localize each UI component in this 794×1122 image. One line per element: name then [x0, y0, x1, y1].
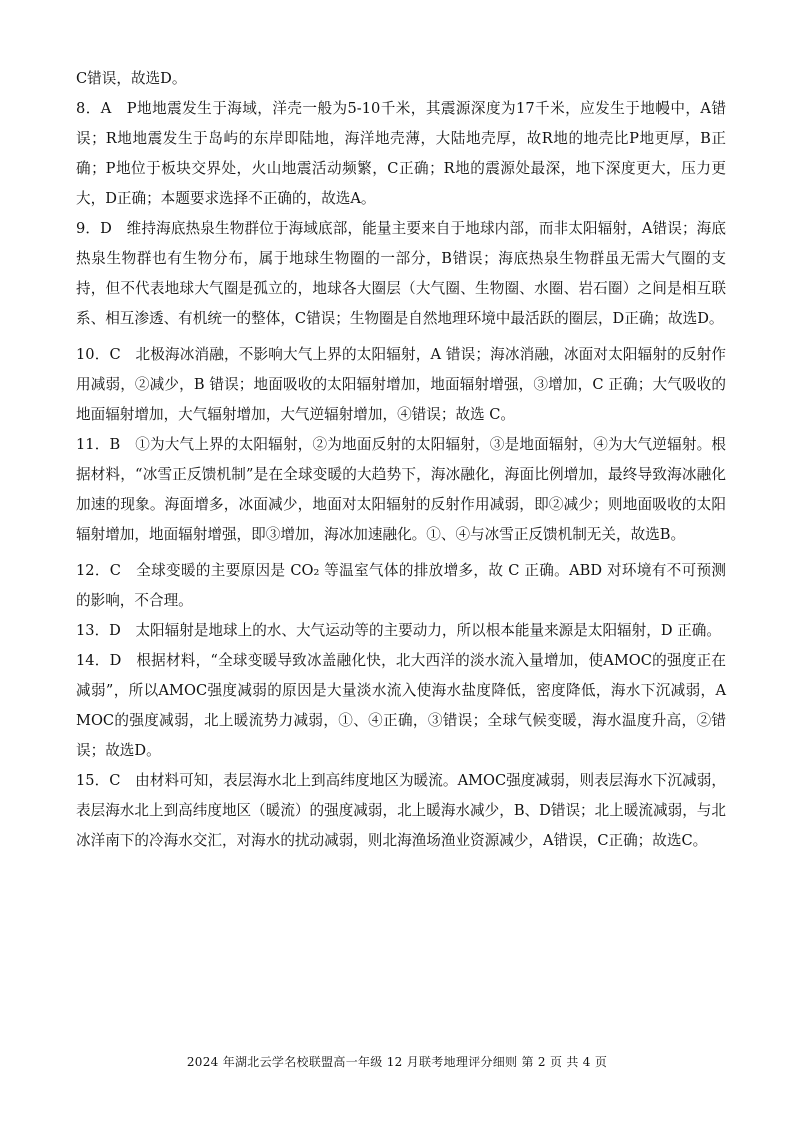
paragraph-answer-9: 9．D 维持海底热泉生物群位于海域底部，能量主要来自于地球内部，而非太阳辐射，A错误；海底热泉生物群也有生物分布，属于地球生物圈的一部分，B错误；海底热泉生物群虽无需大气圈的支持，但不代表地球大气圈是孤立的，地球各大圈层（大气圈、生物圈、水圈、岩石圈）之间是相互联系、相互渗透、有机统一的整体，C错误；生物圈是自然地理环境中最活跃的圈层，D正确；故选D。: [76, 220, 726, 327]
page-footer: 2024 年湖北云学名校联盟高一年级 12 月联考地理评分细则 第 2 页 共 4 页: [186, 1055, 608, 1069]
answer-explanations: [76, 64, 726, 856]
paragraph-answer-11: 11．B ①为大气上界的太阳辐射，②为地面反射的太阳辐射，③是地面辐射，④为大气逆辐射。根据材料，“冰雪正反馈机制”是在全球变暖的大趋势下，海冰融化，海面比例增加，最终导致海冰融化加速的现象。海面增多，冰面减少，地面对太阳辐射的反射作用减弱，即②减少；则地面吸收的太阳辐射增加，地面辐射增强，即③增加，海冰加速融化。①、④与冰雪正反馈机制无关，故选B。: [76, 436, 726, 543]
paragraph-answer-15: 15．C 由材料可知，表层海水北上到高纬度地区为暖流。AMOC强度减弱，则表层海水下沉减弱，表层海水北上到高纬度地区（暖流）的强度减弱，北上暖海水减少，B、D错误；北上暖流减弱，与北冰洋南下的冷海水交汇，对海水的扰动减弱，则北海渔场渔业资源减少，A错误，C正确；故选C。: [76, 772, 726, 849]
paragraph-answer-10: 10．C 北极海冰消融，不影响大气上界的太阳辐射，A 错误；海冰消融，冰面对太阳辐射的反射作用减弱，②减少，B 错误；地面吸收的太阳辐射增加，地面辐射增强，③增加，C 正确；大气吸收的地面辐射增加，大气辐射增加，大气逆辐射增加，④错误；故选 C。: [76, 346, 726, 423]
paragraph-answer-12: 12．C 全球变暖的主要原因是 CO₂ 等温室气体的排放增多，故 C 正确。ABD 对环境有不可预测的影响，不合理。: [76, 562, 726, 609]
paragraph-answer-7-tail: C错误，故选D。: [76, 70, 187, 87]
paragraph-answer-14: 14．D 根据材料，“全球变暖导致冰盖融化快，北大西洋的淡水流入量增加，使AMOC的强度正在减弱”，所以AMOC强度减弱的原因是大量淡水流入使海水盐度降低，密度降低，海水下沉减弱，AMOC的强度减弱，北上暖流势力减弱，①、④正确，③错误；全球气候变暖，海水温度升高，②错误；故选D。: [76, 652, 726, 759]
paragraph-answer-13: 13．D 太阳辐射是地球上的水、大气运动等的主要动力，所以根本能量来源是太阳辐射，D 正确。: [76, 622, 721, 639]
paragraph-answer-8: 8．A P地地震发生于海域，洋壳一般为5-10千米，其震源深度为17千米，应发生于地幔中，A错误；R地地震发生于岛屿的东岸即陆地，海洋地壳薄，大陆地壳厚，故R地的地壳比P地更厚，B正确；P地位于板块交界处，火山地震活动频繁，C正确；R地的震源处最深，地下深度更大，压力更大，D正确；本题要求选择不正确的，故选A。: [76, 100, 726, 207]
